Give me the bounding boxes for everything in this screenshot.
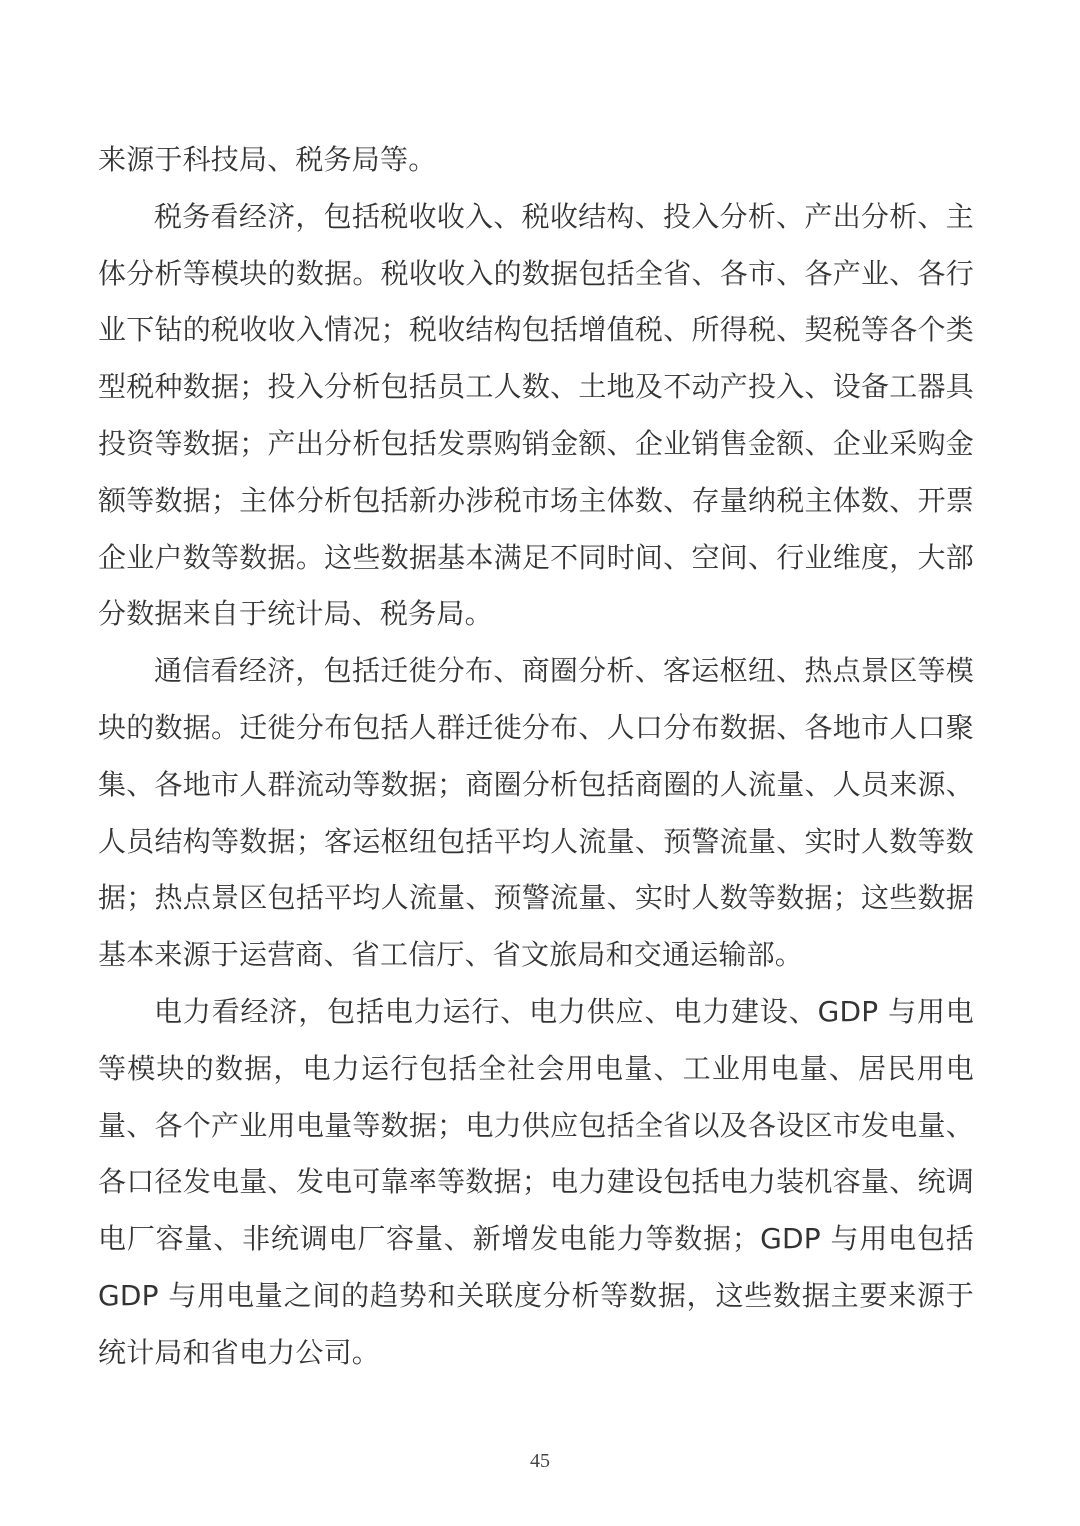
paragraph-power-economy: 电力看经济，包括电力运行、电力供应、电力建设、GDP 与用电等模块的数据，电力运行包括全社会用电量、工业用电量、居民用电量、各个产业用电量等数据；电力供应包括全省以及各设区市发电量、各口径发电量、发电可靠率等数据；电力建设包括电力装机容量、统调电厂容量、非统调电厂容量、新增发电能力等数据；GDP 与用电包括 GDP 与用电量之间的趋势和关联度分析等数据，这些数据主要来源于统计局和省电力公司。	[98, 994, 974, 1369]
body-text	[98, 132, 974, 1382]
paragraph-continuation: 来源于科技局、税务局等。	[98, 143, 437, 176]
page-number: 45	[530, 1450, 550, 1472]
paragraph-tax-economy: 税务看经济，包括税收收入、税收结构、投入分析、产出分析、主体分析等模块的数据。税收收入的数据包括全省、各市、各产业、各行业下钻的税收收入情况；税收结构包括增值税、所得税、契税等各个类型税种数据；投入分析包括员工人数、土地及不动产投入、设备工器具投资等数据；产出分析包括发票购销金额、企业销售金额、企业采购金额等数据；主体分析包括新办涉税市场主体数、存量纳税主体数、开票企业户数等数据。这些数据基本满足不同时间、空间、行业维度，大部分数据来自于统计局、税务局。	[98, 199, 974, 631]
paragraph-telecom-economy: 通信看经济，包括迁徙分布、商圈分析、客运枢纽、热点景区等模块的数据。迁徙分布包括人群迁徙分布、人口分布数据、各地市人口聚集、各地市人群流动等数据；商圈分析包括商圈的人流量、人员来源、人员结构等数据；客运枢纽包括平均人流量、预警流量、实时人数等数据；热点景区包括平均人流量、预警流量、实时人数等数据；这些数据基本来源于运营商、省工信厅、省文旅局和交通运输部。	[98, 654, 974, 972]
